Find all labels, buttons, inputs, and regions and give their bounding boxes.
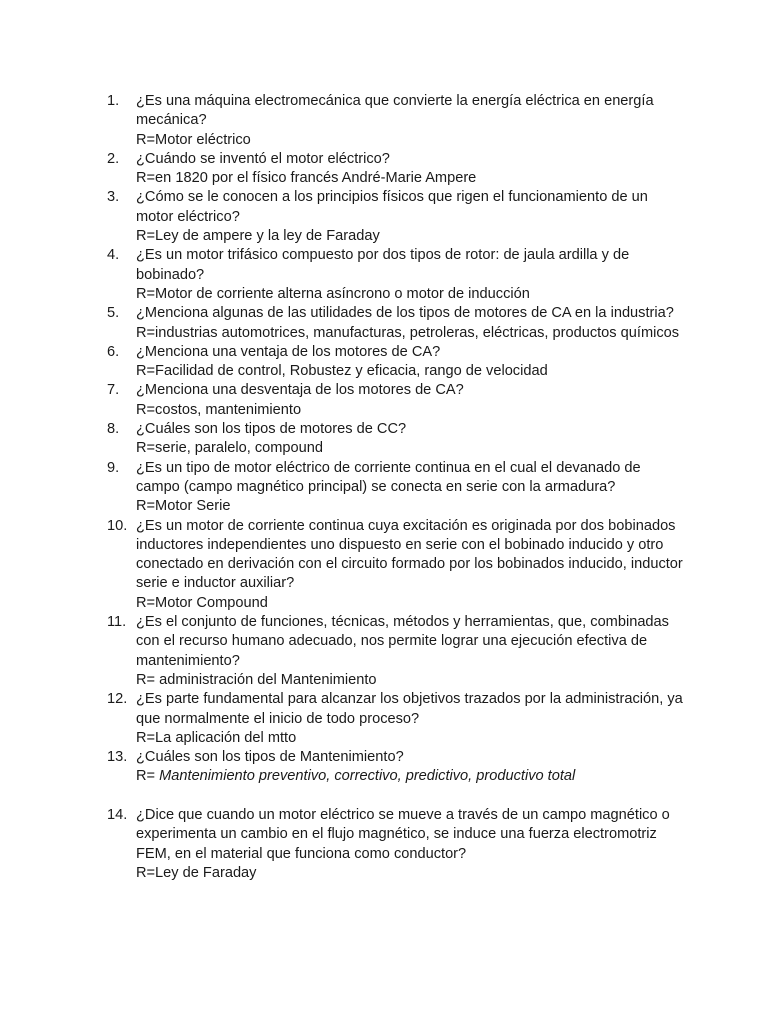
question-text: ¿Cuáles son los tipos de motores de CC?: [136, 421, 407, 438]
list-item: [107, 343, 687, 382]
question-text: ¿Es parte fundamental para alcanzar los objetivos trazados por la administración, ya que normalmente el inicio de todo proceso?: [136, 691, 683, 727]
item-number: 5.: [107, 305, 120, 322]
item-number: 2.: [107, 150, 120, 167]
list-item: [107, 613, 687, 690]
question-text: ¿Cómo se le conocen a los principios físicos que rigen el funcionamiento de un motor eléctrico?: [136, 189, 648, 225]
answer-text: R=serie, paralelo, compound: [136, 440, 323, 457]
item-number: 14.: [107, 806, 128, 823]
item-number: 10.: [107, 517, 128, 534]
list-item: [107, 304, 687, 343]
answer-text: R= administración del Mantenimiento: [136, 671, 377, 688]
item-number: 11.: [107, 614, 127, 631]
question-text: ¿Cuáles son los tipos de Mantenimiento?: [136, 749, 404, 766]
list-item: [107, 246, 687, 304]
answer-text: R=Facilidad de control, Robustez y eficacia, rango de velocidad: [136, 363, 548, 380]
item-number: 7.: [107, 382, 120, 399]
answer-text: R=Ley de ampere y la ley de Faraday: [136, 228, 380, 245]
list-item: [107, 459, 687, 517]
question-text: ¿Menciona algunas de las utilidades de los tipos de motores de CA en la industria?: [136, 305, 674, 322]
answer-text: R=La aplicación del mtto: [136, 729, 297, 746]
item-number: 12.: [107, 691, 128, 708]
answer-text: R=Motor Serie: [136, 498, 231, 515]
question-text: ¿Es el conjunto de funciones, técnicas, métodos y herramientas, que, combinadas con el recurso humano adecuado, nos permite lograr una ejecución efectiva de mantenimiento?: [136, 614, 669, 669]
answer-text: R=industrias automotrices, manufacturas, petroleras, eléctricas, productos químicos: [136, 324, 680, 341]
list-item: [107, 381, 687, 420]
item-number: 4.: [107, 247, 120, 264]
item-number: 6.: [107, 343, 120, 360]
answer-text: [136, 767, 687, 786]
question-text: ¿Es un tipo de motor eléctrico de corriente continua en el cual el devanado de campo (campo magnético principal) se conecta en serie con la armadura?: [136, 459, 641, 495]
question-text: ¿Es una máquina electromecánica que convierte la energía eléctrica en energía mecánica?: [136, 93, 654, 129]
list-item: [107, 92, 687, 150]
answer-text: R=en 1820 por el físico francés André-Marie Ampere: [136, 170, 477, 187]
question-list: [107, 92, 687, 883]
item-number: 13.: [107, 749, 128, 766]
list-item: [107, 517, 687, 613]
question-text: ¿Es un motor de corriente continua cuya excitación es originada por dos bobinados inductores independientes uno dispuesto en serie con el bobinado inducido y otro conectado en derivación con el circuito formado por los bobinados inducido, inductor serie e inductor auxiliar?: [136, 517, 683, 592]
question-text: ¿Menciona una ventaja de los motores de CA?: [136, 343, 441, 360]
question-text: ¿Es un motor trifásico compuesto por dos tipos de rotor: de jaula ardilla y de bobinado?: [136, 247, 630, 283]
list-item: [107, 690, 687, 748]
list-item: [107, 150, 687, 189]
answer-text: R=costos, mantenimiento: [136, 401, 302, 418]
question-text: ¿Cuándo se inventó el motor eléctrico?: [136, 150, 390, 167]
answer-text: R=Motor Compound: [136, 594, 268, 611]
question-text: ¿Menciona una desventaja de los motores de CA?: [136, 382, 464, 399]
list-item: [107, 806, 687, 883]
item-number: 3.: [107, 189, 120, 206]
list-item: [107, 188, 687, 246]
answer-text: R=Motor eléctrico: [136, 131, 251, 148]
answer-text: R=Ley de Faraday: [136, 864, 257, 881]
answer-text: R=Motor de corriente alterna asíncrono o motor de inducción: [136, 285, 530, 302]
item-number: 1.: [107, 93, 120, 109]
item-number: 8.: [107, 421, 120, 438]
answer-italic-text: Mantenimiento preventivo, correctivo, predictivo, productivo total: [159, 768, 576, 785]
question-text: ¿Dice que cuando un motor eléctrico se mueve a través de un campo magnético o experimenta un cambio en el flujo magnético, se induce una fuerza electromotriz FEM, en el material que funciona como conductor?: [136, 806, 670, 862]
list-item: [107, 748, 687, 787]
answer-prefix: R=: [136, 768, 160, 785]
list-item: [107, 420, 687, 459]
item-number: 9.: [107, 459, 120, 476]
